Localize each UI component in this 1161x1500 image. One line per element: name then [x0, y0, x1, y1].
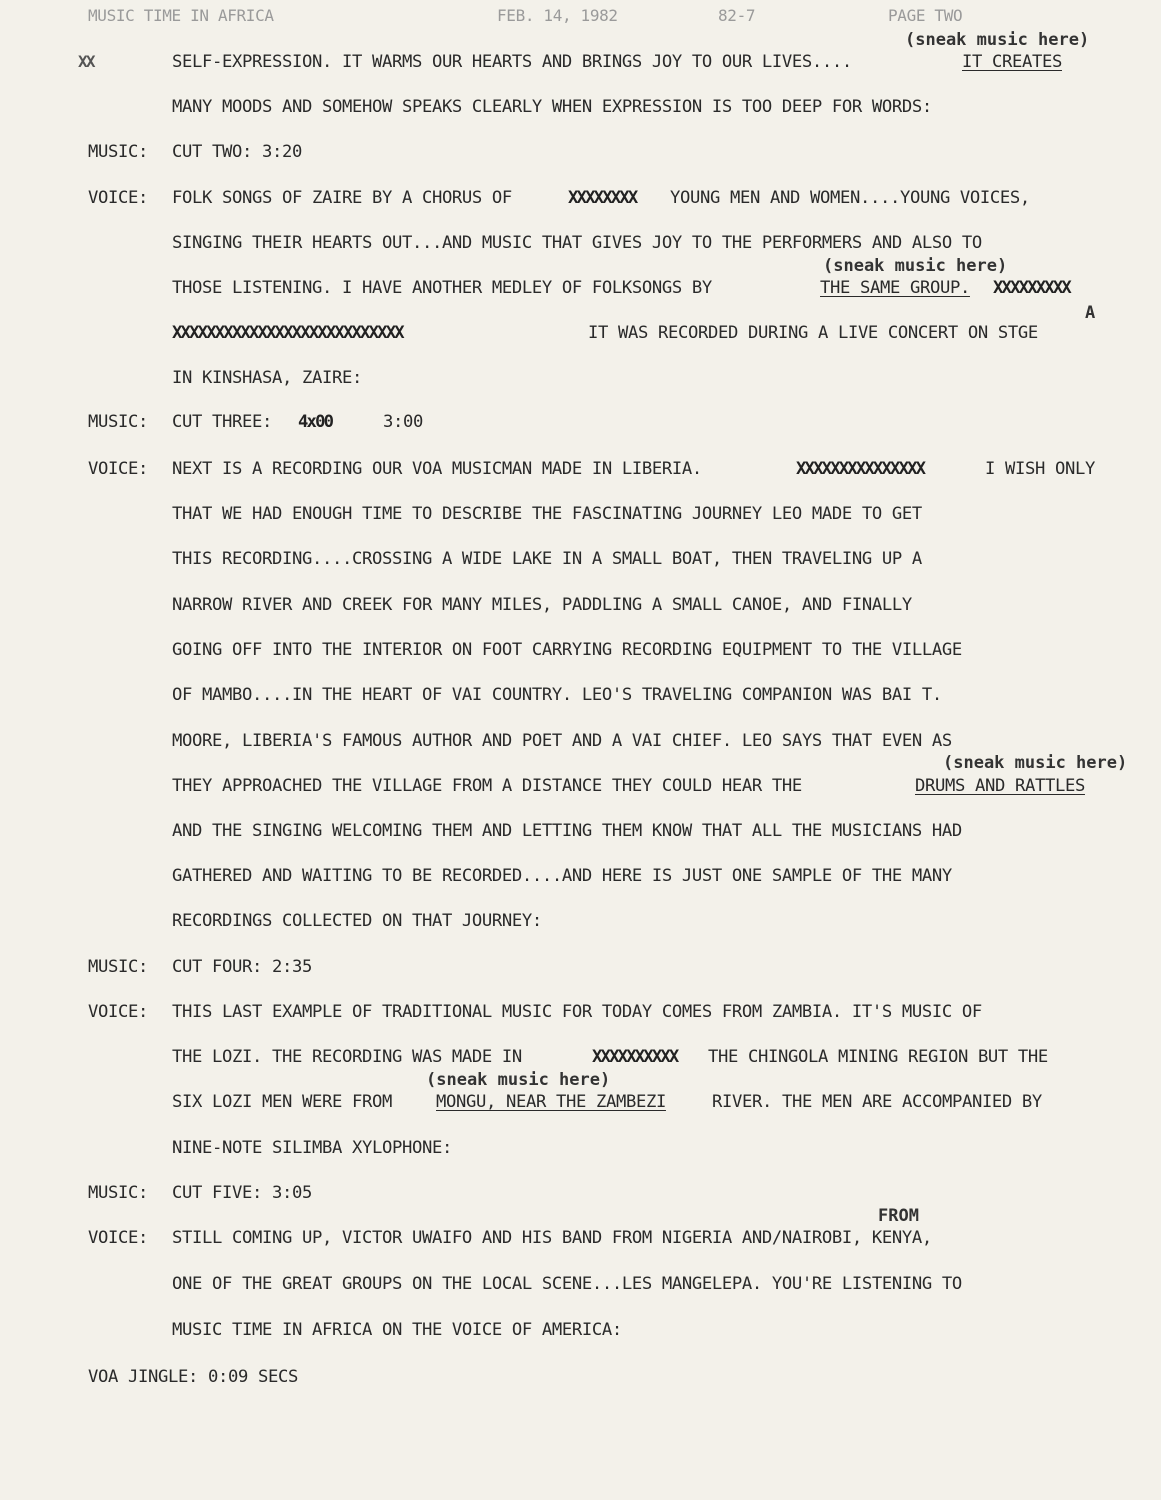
underlined-cue: MONGU, NEAR THE ZAMBEZI: [436, 1092, 666, 1112]
text-line: NARROW RIVER AND CREEK FOR MANY MILES, PADDLING A SMALL CANOE, AND FINALLY: [172, 595, 912, 615]
text-line: SIX LOZI MEN WERE FROM: [172, 1092, 392, 1112]
strikeout: 4x00: [298, 412, 333, 432]
insert-a: A: [1085, 303, 1096, 323]
text-line: IT WAS RECORDED DURING A LIVE CONCERT ON STGE: [588, 323, 1038, 343]
script-code: 82-7: [718, 6, 756, 25]
text-line: MUSIC TIME IN AFRICA ON THE VOICE OF AMERICA:: [172, 1320, 622, 1340]
underlined-cue: IT CREATES: [962, 52, 1062, 72]
text-line: THEY APPROACHED THE VILLAGE FROM A DISTANCE THEY COULD HEAR THE: [172, 776, 802, 796]
music-label: MUSIC:: [88, 142, 148, 162]
text-line: THOSE LISTENING. I HAVE ANOTHER MEDLEY OF FOLKSONGS BY: [172, 278, 712, 298]
text-line: NEXT IS A RECORDING OUR VOA MUSICMAN MADE IN LIBERIA.: [172, 459, 702, 479]
voice-label: VOICE:: [88, 1228, 148, 1248]
strikeout: XXXXXXXXXXXXXXXXXXXXXXXXXXX: [172, 323, 403, 343]
text-line: IN KINSHASA, ZAIRE:: [172, 368, 362, 388]
text-line: RIVER. THE MEN ARE ACCOMPANIED BY: [712, 1092, 1042, 1112]
underlined-cue: THE SAME GROUP.: [820, 278, 970, 298]
underlined-cue: DRUMS AND RATTLES: [915, 776, 1085, 796]
text-line: SELF-EXPRESSION. IT WARMS OUR HEARTS AND BRINGS JOY TO OUR LIVES....: [172, 52, 852, 72]
text-line: GOING OFF INTO THE INTERIOR ON FOOT CARRYING RECORDING EQUIPMENT TO THE VILLAGE: [172, 640, 962, 660]
text-line: FOLK SONGS OF ZAIRE BY A CHORUS OF: [172, 188, 512, 208]
music-label: MUSIC:: [88, 412, 148, 432]
voice-label: VOICE:: [88, 1002, 148, 1022]
strikeout: XXXXXXXX: [568, 188, 637, 208]
text-line: ONE OF THE GREAT GROUPS ON THE LOCAL SCENE...LES MANGELEPA. YOU'RE LISTENING TO: [172, 1274, 962, 1294]
voice-label: VOICE:: [88, 188, 148, 208]
music-cue: CUT TWO: 3:20: [172, 142, 302, 162]
jingle-cue: VOA JINGLE: 0:09 SECS: [88, 1367, 298, 1387]
text-line: THIS LAST EXAMPLE OF TRADITIONAL MUSIC FOR TODAY COMES FROM ZAMBIA. IT'S MUSIC OF: [172, 1002, 982, 1022]
text-line: SINGING THEIR HEARTS OUT...AND MUSIC THAT GIVES JOY TO THE PERFORMERS AND ALSO TO: [172, 233, 982, 253]
music-cue: CUT FIVE: 3:05: [172, 1183, 312, 1203]
voice-label: VOICE:: [88, 459, 148, 479]
text-line: STILL COMING UP, VICTOR UWAIFO AND HIS BAND FROM NIGERIA AND/NAIROBI, KENYA,: [172, 1228, 932, 1248]
text-line: AND THE SINGING WELCOMING THEM AND LETTING THEM KNOW THAT ALL THE MUSICIANS HAD: [172, 821, 962, 841]
sneak-note-3: (sneak music here): [943, 753, 1128, 773]
sneak-note-1: (sneak music here): [905, 30, 1090, 50]
text-line: NINE-NOTE SILIMBA XYLOPHONE:: [172, 1138, 452, 1158]
music-label: MUSIC:: [88, 957, 148, 977]
text-line: MANY MOODS AND SOMEHOW SPEAKS CLEARLY WHEN EXPRESSION IS TOO DEEP FOR WORDS:: [172, 97, 932, 117]
music-label: MUSIC:: [88, 1183, 148, 1203]
margin-mark: XX: [78, 52, 94, 71]
text-line: THE LOZI. THE RECORDING WAS MADE IN: [172, 1047, 522, 1067]
music-cue: CUT THREE:: [172, 412, 272, 432]
text-line: THAT WE HAD ENOUGH TIME TO DESCRIBE THE FASCINATING JOURNEY LEO MADE TO GET: [172, 504, 922, 524]
sneak-note-2: (sneak music here): [823, 256, 1008, 276]
text-line: THIS RECORDING....CROSSING A WIDE LAKE IN A SMALL BOAT, THEN TRAVELING UP A: [172, 549, 922, 569]
text-line: OF MAMBO....IN THE HEART OF VAI COUNTRY. LEO'S TRAVELING COMPANION WAS BAI T.: [172, 685, 942, 705]
text-line: THE CHINGOLA MINING REGION BUT THE: [708, 1047, 1048, 1067]
strikeout: XXXXXXXXXXXXXXX: [796, 459, 925, 479]
strikeout: XXXXXXXXXX: [592, 1047, 678, 1067]
text-line: MOORE, LIBERIA'S FAMOUS AUTHOR AND POET AND A VAI CHIEF. LEO SAYS THAT EVEN AS: [172, 731, 952, 751]
program-title: MUSIC TIME IN AFRICA: [88, 6, 274, 25]
text-line: RECORDINGS COLLECTED ON THAT JOURNEY:: [172, 911, 542, 931]
music-duration: 3:00: [383, 412, 423, 432]
page-number: PAGE TWO: [888, 6, 963, 25]
insert-from: FROM: [878, 1206, 919, 1226]
text-line: GATHERED AND WAITING TO BE RECORDED....AND HERE IS JUST ONE SAMPLE OF THE MANY: [172, 866, 952, 886]
text-line: I WISH ONLY: [985, 459, 1095, 479]
script-date: FEB. 14, 1982: [497, 6, 618, 25]
strikeout: XXXXXXXXX: [993, 278, 1070, 298]
music-cue: CUT FOUR: 2:35: [172, 957, 312, 977]
sneak-note-4: (sneak music here): [426, 1070, 611, 1090]
text-line: YOUNG MEN AND WOMEN....YOUNG VOICES,: [670, 188, 1030, 208]
